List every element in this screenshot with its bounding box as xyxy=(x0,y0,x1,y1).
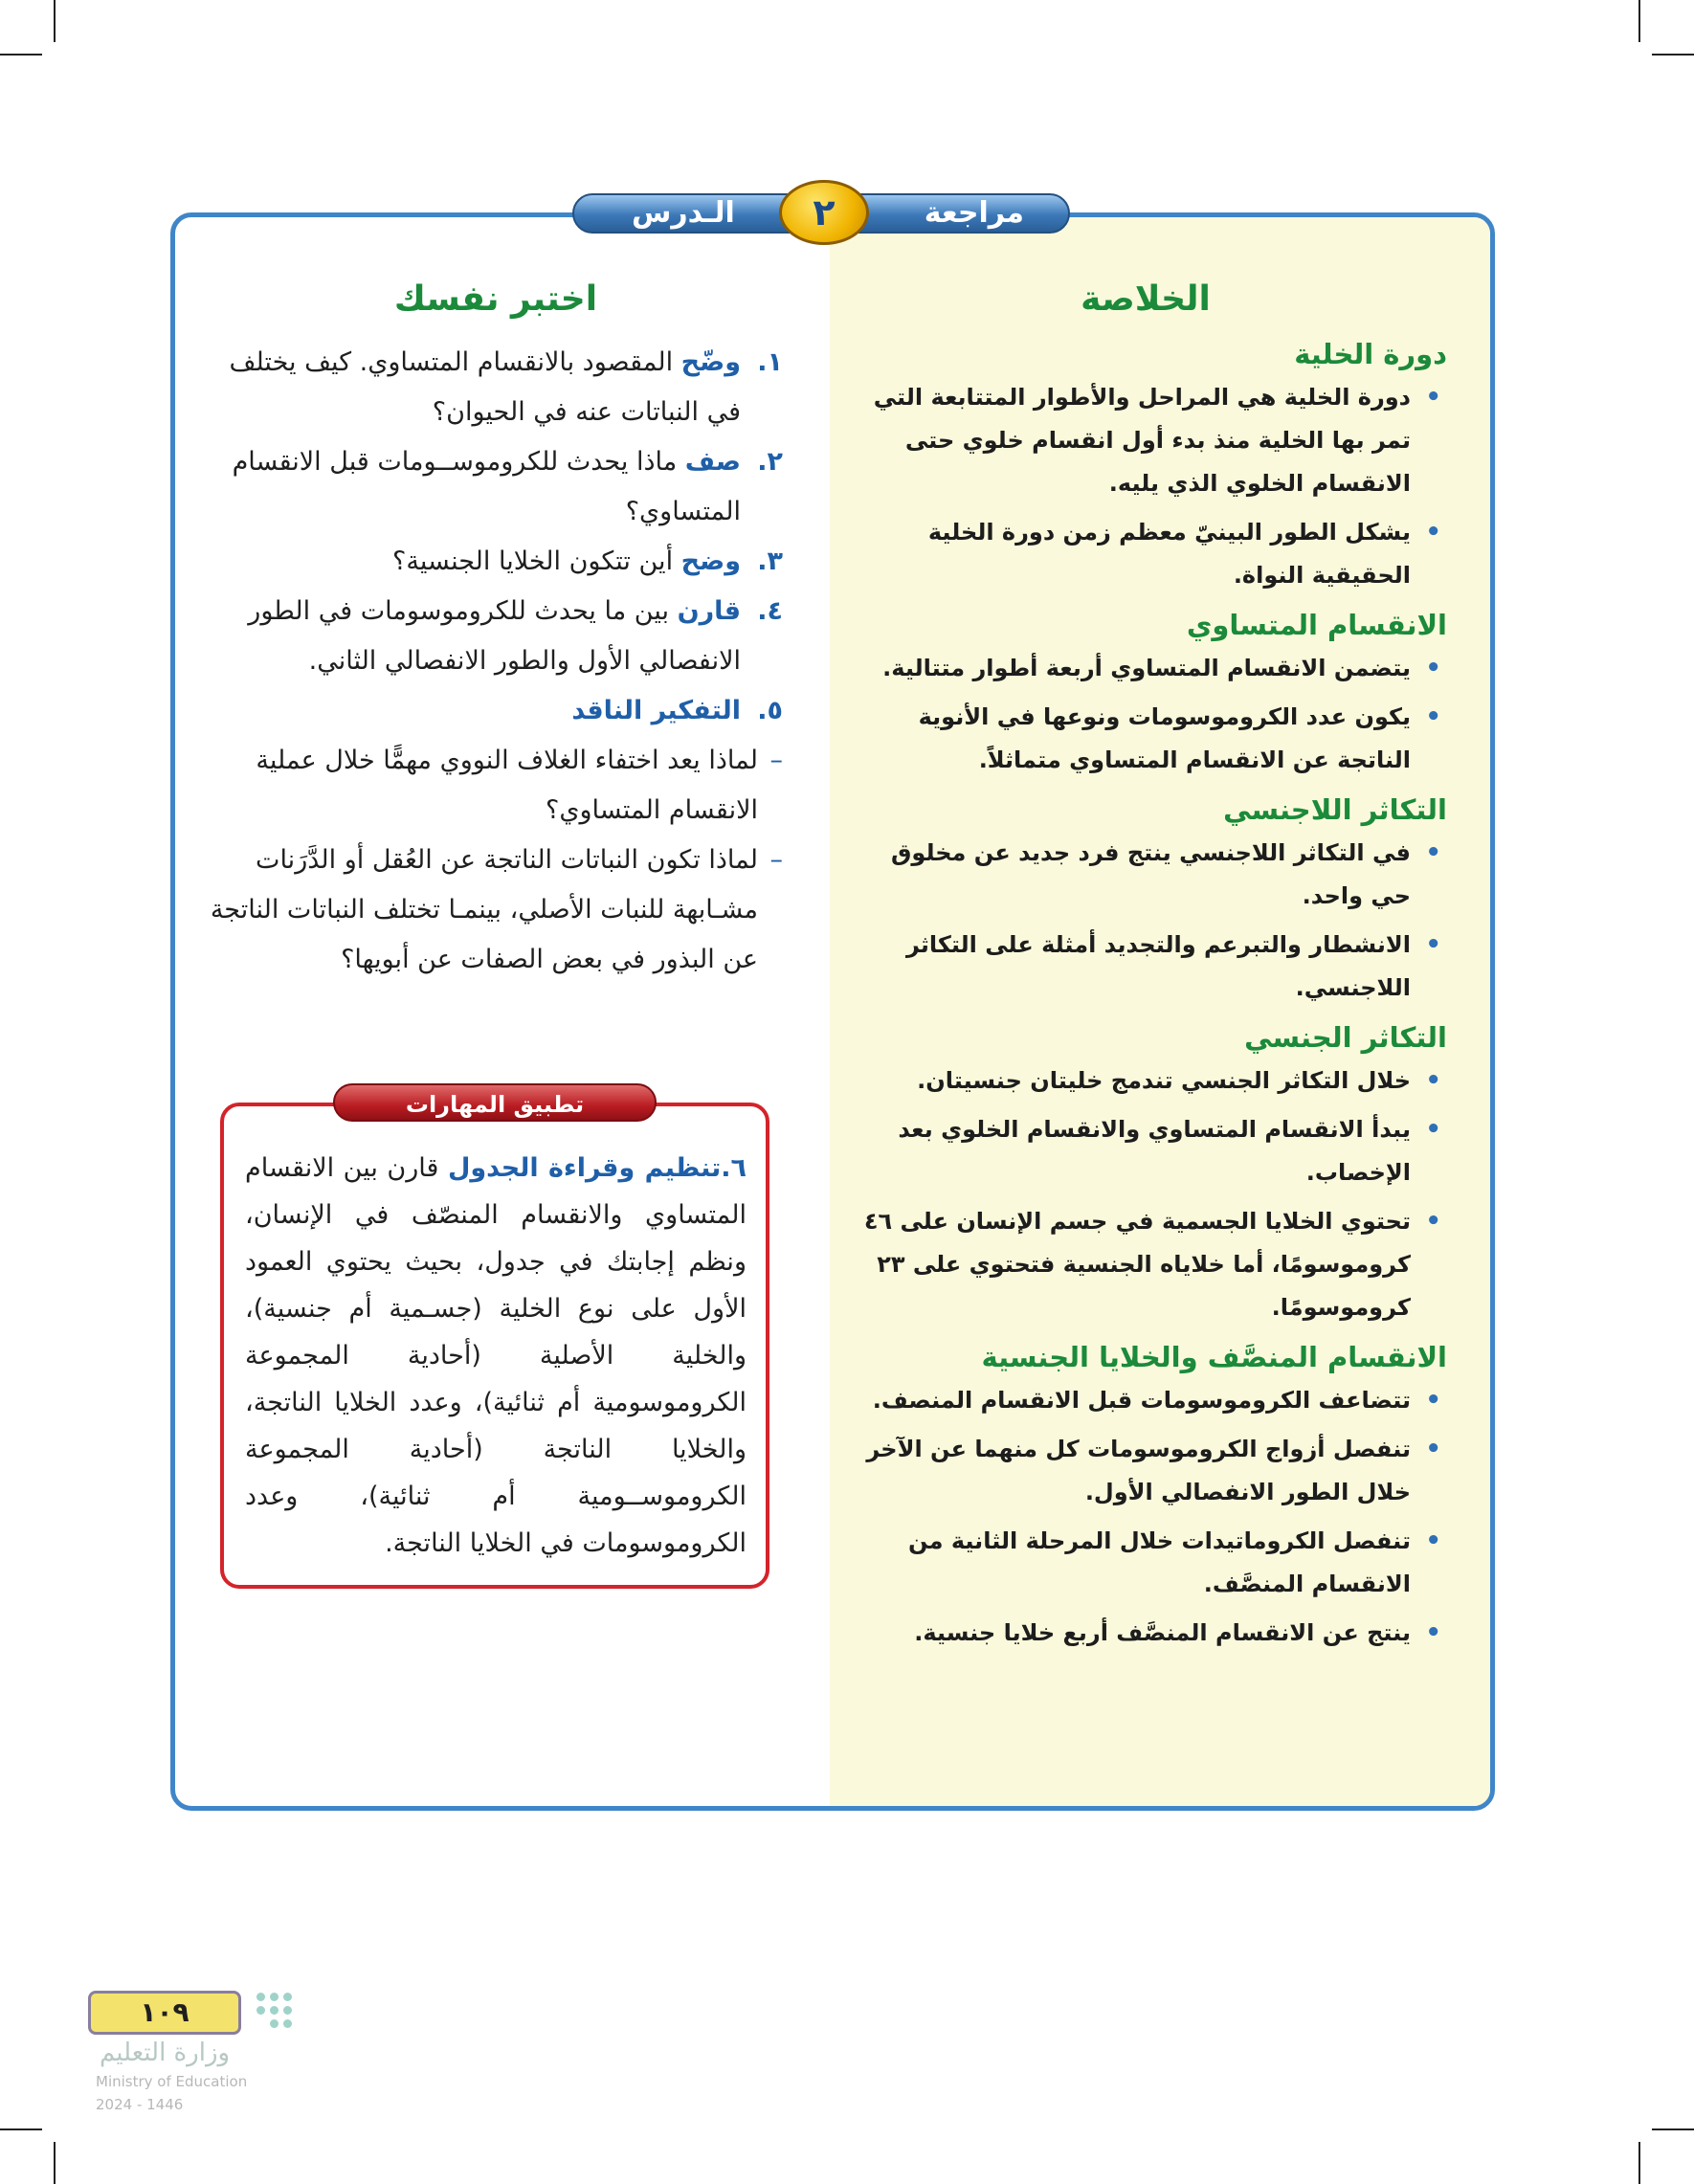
section-heading: التكاثر اللاجنسي xyxy=(1223,793,1447,826)
crop-mark xyxy=(1638,0,1640,42)
ministry-logo-text: وزارة التعليم xyxy=(100,2039,231,2067)
section-heading: الانقسام المنصَّف والخلايا الجنسية xyxy=(981,1341,1447,1373)
question-keyword: وضّح xyxy=(680,347,741,377)
section-heading: التكاثر الجنسي xyxy=(1244,1021,1447,1054)
bullet-list xyxy=(844,832,1447,1010)
list-item: • يبدأ الانقسام المتساوي والانقسام الخلوي بعد الإخصاب. xyxy=(844,1108,1411,1194)
question-number: ٣. xyxy=(757,546,783,576)
crop-mark xyxy=(0,54,42,56)
crop-mark xyxy=(54,0,56,42)
list-item: • يتضمن الانقسام المتساوي أربعة أطوار متتالية. xyxy=(844,647,1411,690)
list-item: • تنفصل أزواج الكروموسومات كل منهما عن الآخر خلال الطور الانفصالي الأول. xyxy=(844,1428,1411,1514)
skills-application-tab: تطبيق المهارات xyxy=(333,1083,657,1122)
bullet-list xyxy=(844,1379,1447,1655)
list-item: • تتضاعف الكروموسومات قبل الانقسام المنصف. xyxy=(844,1379,1411,1422)
list-item: • الانشطار والتبرعم والتجديد أمثلة على التكاثر اللاجنسي. xyxy=(844,924,1411,1010)
question-number: ٥. xyxy=(757,696,783,725)
banner-lesson-label: الـدرس xyxy=(632,196,735,230)
logo-dot xyxy=(283,1993,292,2001)
question-keyword: وضح xyxy=(680,546,741,576)
question-number: ٢. xyxy=(757,447,783,477)
logo-dot xyxy=(256,2006,265,2015)
crop-mark xyxy=(0,2128,42,2130)
question-text: بين ما يحدث للكروموسومات في الطور الانفصالي الأول والطور الانفصالي الثاني. xyxy=(248,596,741,676)
crop-mark xyxy=(1652,54,1694,56)
summary-title: الخلاصة xyxy=(1081,279,1211,319)
bullet-list xyxy=(844,376,1447,597)
question-keyword: صف xyxy=(684,447,741,477)
edition-year: 2024 - 1446 xyxy=(96,2096,184,2113)
logo-dot xyxy=(256,1993,265,2001)
skills-number: ٦. xyxy=(721,1153,747,1183)
test-yourself-title: اختبر نفسك xyxy=(393,279,598,319)
logo-dot xyxy=(270,2006,279,2015)
skills-application-text xyxy=(245,1145,747,1567)
logo-dot xyxy=(283,2006,292,2015)
critical-thinking-item: – لماذا يعد اختفاء الغلاف النووي مهمًّا خلال عملية الانقسام المتساوي؟ xyxy=(209,736,783,836)
crop-mark xyxy=(54,2142,56,2184)
list-item: • خلال التكاثر الجنسي تندمج خليتان جنسيتان. xyxy=(844,1059,1411,1103)
critical-thinking-item: – لماذا تكون النباتات الناتجة عن العُقل أو الدَّرَنات مشـابهة للنبات الأصلي، بينمـا تختلف النباتات الناتجة عن البذور في بعض الصفات عن أبويها؟ xyxy=(209,836,783,985)
summary-column xyxy=(844,270,1447,1660)
ministry-logo-english: Ministry of Education xyxy=(96,2073,248,2090)
lesson-review-banner xyxy=(572,180,1070,247)
logo-dot xyxy=(283,2019,292,2028)
list-item: • في التكاثر اللاجنسي ينتج فرد جديد عن مخلوق حي واحد. xyxy=(844,832,1411,918)
list-item: • تحتوي الخلايا الجسمية في جسم الإنسان على ٤٦ كروموسومًا، أما خلاياه الجنسية فتحتوي على ٢٣ كروموسومًا. xyxy=(844,1200,1411,1329)
question-item xyxy=(209,338,783,437)
question-number: ٤. xyxy=(757,596,783,626)
question-item xyxy=(209,537,783,587)
logo-dot xyxy=(270,2019,279,2028)
list-item: • تنفصل الكروماتيدات خلال المرحلة الثانية من الانقسام المنصَّف. xyxy=(844,1520,1411,1606)
list-item: • يكون عدد الكروموسومات ونوعها في الأنوية الناتجة عن الانقسام المتساوي متماثلاً. xyxy=(844,696,1411,782)
question-item xyxy=(209,437,783,537)
bullet-list xyxy=(844,647,1447,782)
question-text: ماذا يحدث للكروموســومات قبل الانقسام المتساوي؟ xyxy=(232,447,741,526)
skills-body: قارن بين الانقسام المتساوي والانقسام المنصّف في الإنسان، ونظم إجابتك في جدول، بحيث يحتوي العمود الأول على نوع الخلية (جسـمية أم جنسية)، والخلية الأصلية (أحادية المجموعة الكروموسومية أم ثنائية)، وعدد الخلايا الناتجة، والخلايا الناتجة (أحادية المجموعة الكروموســومية أم ثنائية)، وعدد الكروموسومات في الخلايا الناتجة. xyxy=(245,1153,747,1558)
question-item xyxy=(209,686,783,736)
list-item: • دورة الخلية هي المراحل والأطوار المتتابعة التي تمر بها الخلية منذ بدء أول انقسام خلوي حتى الانقسام الخلوي الذي يليه. xyxy=(844,376,1411,505)
question-keyword: التفكير الناقد xyxy=(571,696,741,725)
question-text: أين تتكون الخلايا الجنسية؟ xyxy=(392,546,681,576)
section-heading: الانقسام المتساوي xyxy=(1186,609,1447,641)
bullet-list xyxy=(844,1059,1447,1329)
test-yourself-column xyxy=(209,270,783,985)
section-heading: دورة الخلية xyxy=(1294,338,1447,370)
banner-review-label: مراجعة xyxy=(924,196,1024,230)
lesson-number-badge: ٢ xyxy=(779,180,869,245)
list-item: • ينتج عن الانقسام المنصَّف أربع خلايا جنسية. xyxy=(844,1612,1411,1655)
skills-keyword: تنظيم وقراءة الجدول xyxy=(447,1153,722,1183)
question-keyword: قارن xyxy=(677,596,741,626)
question-item xyxy=(209,587,783,686)
crop-mark xyxy=(1652,2128,1694,2130)
question-number: ١. xyxy=(757,347,783,377)
logo-dot xyxy=(270,1993,279,2001)
crop-mark xyxy=(1638,2142,1640,2184)
list-item: • يشكل الطور البينيّ معظم زمن دورة الخلية الحقيقية النواة. xyxy=(844,511,1411,597)
question-text: المقصود بالانقسام المتساوي. كيف يختلف في النباتات عنه في الحيوان؟ xyxy=(229,347,741,427)
question-list xyxy=(209,338,783,985)
page-number: ١٠٩ xyxy=(88,1991,241,2035)
